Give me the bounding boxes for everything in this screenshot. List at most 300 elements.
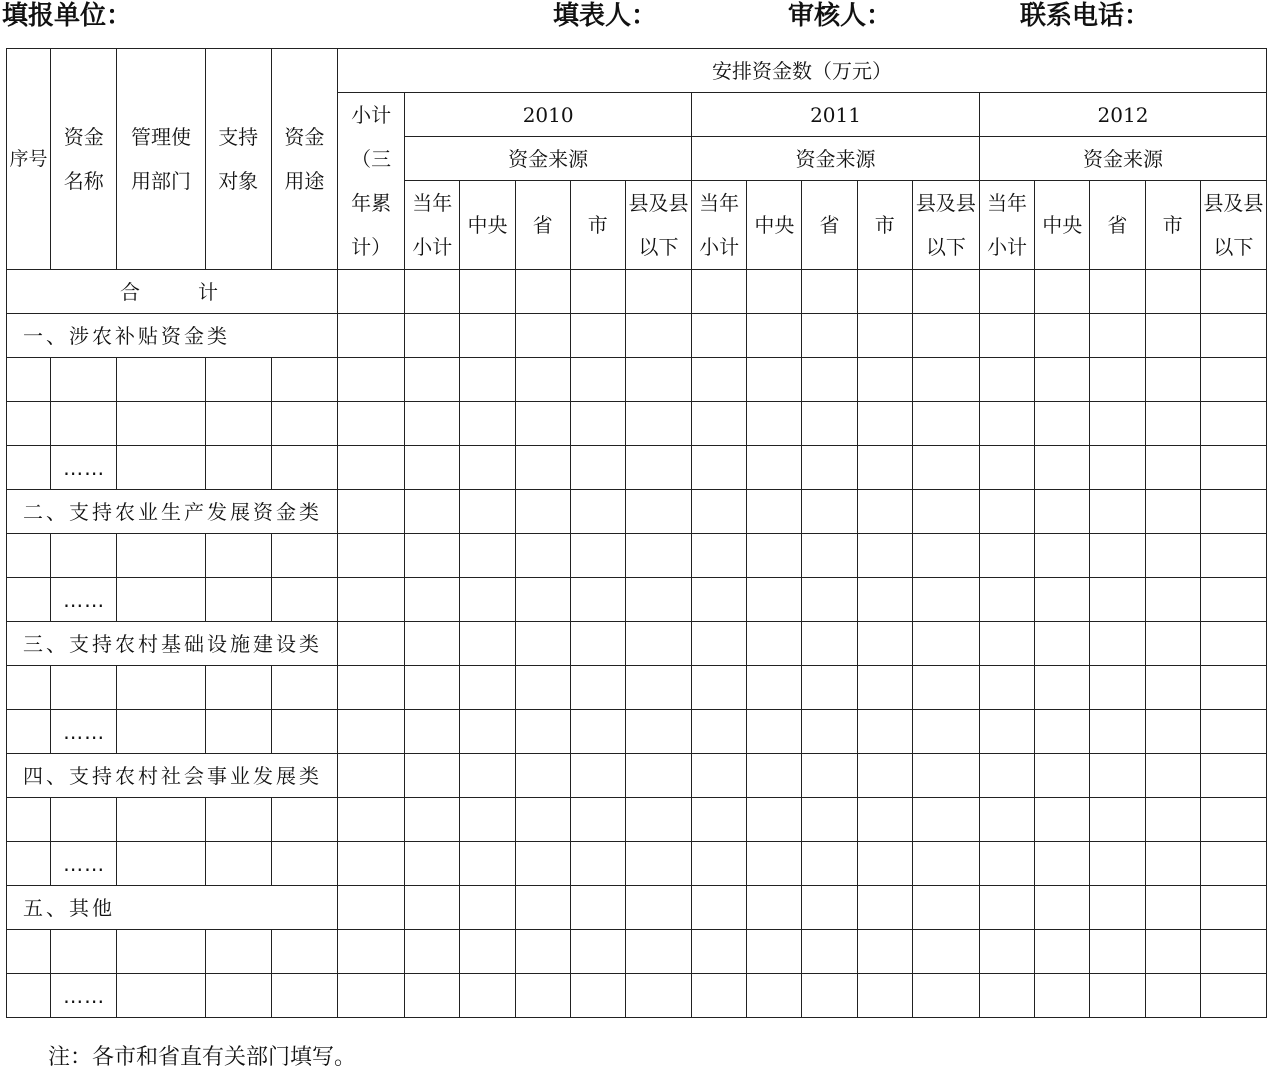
amount-cell[interactable]: [979, 446, 1034, 490]
amount-cell[interactable]: [338, 314, 405, 358]
amount-cell[interactable]: [1200, 930, 1266, 974]
entry-cell[interactable]: [205, 446, 271, 490]
amount-cell[interactable]: [625, 314, 691, 358]
amount-cell[interactable]: [747, 314, 802, 358]
entry-cell[interactable]: [271, 358, 337, 402]
amount-cell[interactable]: [912, 754, 979, 798]
amount-cell[interactable]: [515, 886, 570, 930]
amount-cell[interactable]: [1145, 490, 1200, 534]
amount-cell[interactable]: [912, 358, 979, 402]
amount-cell[interactable]: [1145, 798, 1200, 842]
amount-cell[interactable]: [570, 798, 625, 842]
amount-cell[interactable]: [625, 534, 691, 578]
amount-cell[interactable]: [1090, 270, 1145, 314]
amount-cell[interactable]: [460, 578, 515, 622]
amount-cell[interactable]: [405, 446, 460, 490]
amount-cell[interactable]: [912, 402, 979, 446]
amount-cell[interactable]: [979, 358, 1034, 402]
amount-cell[interactable]: [338, 974, 405, 1018]
amount-cell[interactable]: [912, 666, 979, 710]
amount-cell[interactable]: [1090, 974, 1145, 1018]
entry-cell[interactable]: [117, 358, 205, 402]
amount-cell[interactable]: [515, 314, 570, 358]
amount-cell[interactable]: [979, 930, 1034, 974]
amount-cell[interactable]: [747, 842, 802, 886]
amount-cell[interactable]: [405, 402, 460, 446]
entry-cell[interactable]: [205, 666, 271, 710]
amount-cell[interactable]: [692, 490, 747, 534]
amount-cell[interactable]: [515, 358, 570, 402]
amount-cell[interactable]: [1035, 842, 1090, 886]
amount-cell[interactable]: [1035, 710, 1090, 754]
amount-cell[interactable]: [570, 270, 625, 314]
amount-cell[interactable]: [1200, 798, 1266, 842]
amount-cell[interactable]: [338, 490, 405, 534]
amount-cell[interactable]: [802, 798, 857, 842]
amount-cell[interactable]: [1090, 798, 1145, 842]
amount-cell[interactable]: [1090, 622, 1145, 666]
amount-cell[interactable]: [802, 754, 857, 798]
amount-cell[interactable]: [625, 446, 691, 490]
amount-cell[interactable]: [979, 666, 1034, 710]
amount-cell[interactable]: [1200, 842, 1266, 886]
amount-cell[interactable]: [570, 314, 625, 358]
amount-cell[interactable]: [912, 930, 979, 974]
amount-cell[interactable]: [1035, 358, 1090, 402]
amount-cell[interactable]: [1200, 402, 1266, 446]
amount-cell[interactable]: [625, 798, 691, 842]
entry-cell[interactable]: [51, 358, 117, 402]
amount-cell[interactable]: [338, 842, 405, 886]
amount-cell[interactable]: [515, 534, 570, 578]
amount-cell[interactable]: [1090, 886, 1145, 930]
amount-cell[interactable]: [1145, 886, 1200, 930]
amount-cell[interactable]: [692, 930, 747, 974]
amount-cell[interactable]: [692, 270, 747, 314]
amount-cell[interactable]: [570, 666, 625, 710]
amount-cell[interactable]: [515, 974, 570, 1018]
amount-cell[interactable]: [912, 886, 979, 930]
amount-cell[interactable]: [338, 578, 405, 622]
amount-cell[interactable]: [747, 930, 802, 974]
amount-cell[interactable]: [802, 886, 857, 930]
amount-cell[interactable]: [515, 798, 570, 842]
amount-cell[interactable]: [460, 358, 515, 402]
amount-cell[interactable]: [912, 446, 979, 490]
amount-cell[interactable]: [692, 578, 747, 622]
amount-cell[interactable]: [625, 886, 691, 930]
amount-cell[interactable]: [338, 534, 405, 578]
entry-cell[interactable]: [7, 534, 51, 578]
entry-cell[interactable]: [7, 798, 51, 842]
amount-cell[interactable]: [912, 490, 979, 534]
amount-cell[interactable]: [460, 842, 515, 886]
amount-cell[interactable]: [802, 842, 857, 886]
amount-cell[interactable]: [857, 666, 912, 710]
entry-cell[interactable]: [7, 842, 51, 886]
entry-cell[interactable]: [7, 358, 51, 402]
amount-cell[interactable]: [625, 270, 691, 314]
amount-cell[interactable]: [1200, 666, 1266, 710]
entry-cell[interactable]: [205, 710, 271, 754]
amount-cell[interactable]: [1090, 314, 1145, 358]
entry-cell[interactable]: [271, 842, 337, 886]
entry-cell[interactable]: [51, 930, 117, 974]
amount-cell[interactable]: [747, 974, 802, 1018]
amount-cell[interactable]: [1090, 534, 1145, 578]
amount-cell[interactable]: [747, 710, 802, 754]
amount-cell[interactable]: [747, 490, 802, 534]
amount-cell[interactable]: [747, 578, 802, 622]
amount-cell[interactable]: [747, 666, 802, 710]
entry-cell[interactable]: [117, 402, 205, 446]
amount-cell[interactable]: [802, 446, 857, 490]
amount-cell[interactable]: [460, 270, 515, 314]
amount-cell[interactable]: [405, 842, 460, 886]
amount-cell[interactable]: [747, 402, 802, 446]
amount-cell[interactable]: [802, 402, 857, 446]
amount-cell[interactable]: [979, 710, 1034, 754]
amount-cell[interactable]: [802, 930, 857, 974]
entry-cell[interactable]: [7, 710, 51, 754]
amount-cell[interactable]: [1145, 402, 1200, 446]
amount-cell[interactable]: [692, 842, 747, 886]
amount-cell[interactable]: [912, 974, 979, 1018]
amount-cell[interactable]: [515, 270, 570, 314]
amount-cell[interactable]: [912, 534, 979, 578]
entry-cell[interactable]: [117, 930, 205, 974]
amount-cell[interactable]: [857, 578, 912, 622]
amount-cell[interactable]: [692, 974, 747, 1018]
entry-cell[interactable]: [117, 534, 205, 578]
amount-cell[interactable]: [692, 446, 747, 490]
amount-cell[interactable]: [1200, 754, 1266, 798]
amount-cell[interactable]: [460, 930, 515, 974]
amount-cell[interactable]: [1145, 622, 1200, 666]
amount-cell[interactable]: [515, 710, 570, 754]
amount-cell[interactable]: [625, 754, 691, 798]
amount-cell[interactable]: [857, 930, 912, 974]
amount-cell[interactable]: [460, 314, 515, 358]
amount-cell[interactable]: [1090, 358, 1145, 402]
amount-cell[interactable]: [1035, 798, 1090, 842]
amount-cell[interactable]: [1090, 666, 1145, 710]
entry-cell[interactable]: [117, 798, 205, 842]
amount-cell[interactable]: [857, 270, 912, 314]
amount-cell[interactable]: [912, 622, 979, 666]
amount-cell[interactable]: [1090, 402, 1145, 446]
entry-cell[interactable]: [271, 798, 337, 842]
amount-cell[interactable]: [1200, 270, 1266, 314]
amount-cell[interactable]: [1090, 842, 1145, 886]
amount-cell[interactable]: [802, 314, 857, 358]
amount-cell[interactable]: [625, 358, 691, 402]
entry-cell[interactable]: [51, 402, 117, 446]
amount-cell[interactable]: [460, 974, 515, 1018]
amount-cell[interactable]: [570, 402, 625, 446]
amount-cell[interactable]: [460, 490, 515, 534]
amount-cell[interactable]: [338, 446, 405, 490]
amount-cell[interactable]: [405, 358, 460, 402]
amount-cell[interactable]: [912, 578, 979, 622]
amount-cell[interactable]: [338, 930, 405, 974]
amount-cell[interactable]: [625, 974, 691, 1018]
amount-cell[interactable]: [515, 446, 570, 490]
entry-cell[interactable]: [7, 666, 51, 710]
amount-cell[interactable]: [570, 490, 625, 534]
amount-cell[interactable]: [747, 622, 802, 666]
amount-cell[interactable]: [857, 754, 912, 798]
amount-cell[interactable]: [625, 930, 691, 974]
amount-cell[interactable]: [570, 842, 625, 886]
amount-cell[interactable]: [405, 534, 460, 578]
amount-cell[interactable]: [625, 666, 691, 710]
entry-cell[interactable]: [117, 974, 205, 1018]
amount-cell[interactable]: [1090, 710, 1145, 754]
amount-cell[interactable]: [802, 666, 857, 710]
amount-cell[interactable]: [338, 710, 405, 754]
amount-cell[interactable]: [912, 270, 979, 314]
amount-cell[interactable]: [979, 886, 1034, 930]
amount-cell[interactable]: [1145, 930, 1200, 974]
entry-cell[interactable]: [205, 402, 271, 446]
amount-cell[interactable]: [1035, 578, 1090, 622]
entry-cell[interactable]: [51, 534, 117, 578]
amount-cell[interactable]: [802, 490, 857, 534]
amount-cell[interactable]: [857, 798, 912, 842]
amount-cell[interactable]: [515, 930, 570, 974]
amount-cell[interactable]: [1200, 886, 1266, 930]
amount-cell[interactable]: [405, 974, 460, 1018]
amount-cell[interactable]: [979, 798, 1034, 842]
entry-cell[interactable]: [205, 842, 271, 886]
entry-cell[interactable]: [271, 534, 337, 578]
amount-cell[interactable]: [1200, 578, 1266, 622]
amount-cell[interactable]: [405, 886, 460, 930]
amount-cell[interactable]: [1200, 446, 1266, 490]
amount-cell[interactable]: [692, 534, 747, 578]
amount-cell[interactable]: [747, 886, 802, 930]
entry-cell[interactable]: [117, 710, 205, 754]
amount-cell[interactable]: [802, 534, 857, 578]
amount-cell[interactable]: [460, 534, 515, 578]
amount-cell[interactable]: [692, 402, 747, 446]
amount-cell[interactable]: [802, 358, 857, 402]
amount-cell[interactable]: [1145, 974, 1200, 1018]
amount-cell[interactable]: [692, 710, 747, 754]
amount-cell[interactable]: [692, 754, 747, 798]
amount-cell[interactable]: [979, 270, 1034, 314]
amount-cell[interactable]: [1090, 578, 1145, 622]
amount-cell[interactable]: [802, 974, 857, 1018]
amount-cell[interactable]: [802, 578, 857, 622]
amount-cell[interactable]: [515, 622, 570, 666]
amount-cell[interactable]: [692, 666, 747, 710]
amount-cell[interactable]: [1145, 666, 1200, 710]
amount-cell[interactable]: [979, 490, 1034, 534]
amount-cell[interactable]: [570, 578, 625, 622]
entry-cell[interactable]: [271, 446, 337, 490]
amount-cell[interactable]: [1145, 842, 1200, 886]
amount-cell[interactable]: [1035, 446, 1090, 490]
amount-cell[interactable]: [1145, 358, 1200, 402]
amount-cell[interactable]: [1035, 622, 1090, 666]
amount-cell[interactable]: [460, 886, 515, 930]
amount-cell[interactable]: [625, 622, 691, 666]
amount-cell[interactable]: [979, 754, 1034, 798]
entry-cell[interactable]: [205, 974, 271, 1018]
amount-cell[interactable]: [515, 402, 570, 446]
amount-cell[interactable]: [979, 314, 1034, 358]
amount-cell[interactable]: [570, 754, 625, 798]
amount-cell[interactable]: [857, 446, 912, 490]
amount-cell[interactable]: [1035, 314, 1090, 358]
amount-cell[interactable]: [1145, 534, 1200, 578]
entry-cell[interactable]: [205, 358, 271, 402]
amount-cell[interactable]: [1035, 754, 1090, 798]
amount-cell[interactable]: [979, 578, 1034, 622]
amount-cell[interactable]: [1035, 490, 1090, 534]
amount-cell[interactable]: [1035, 534, 1090, 578]
amount-cell[interactable]: [1200, 534, 1266, 578]
amount-cell[interactable]: [338, 666, 405, 710]
amount-cell[interactable]: [338, 754, 405, 798]
amount-cell[interactable]: [857, 710, 912, 754]
amount-cell[interactable]: [515, 842, 570, 886]
entry-cell[interactable]: [205, 578, 271, 622]
entry-cell[interactable]: [117, 578, 205, 622]
amount-cell[interactable]: [338, 402, 405, 446]
amount-cell[interactable]: [405, 798, 460, 842]
amount-cell[interactable]: [912, 314, 979, 358]
entry-cell[interactable]: [117, 842, 205, 886]
amount-cell[interactable]: [912, 798, 979, 842]
amount-cell[interactable]: [692, 358, 747, 402]
amount-cell[interactable]: [515, 754, 570, 798]
amount-cell[interactable]: [979, 974, 1034, 1018]
amount-cell[interactable]: [692, 886, 747, 930]
amount-cell[interactable]: [460, 710, 515, 754]
amount-cell[interactable]: [405, 622, 460, 666]
amount-cell[interactable]: [1200, 710, 1266, 754]
amount-cell[interactable]: [405, 930, 460, 974]
entry-cell[interactable]: [205, 534, 271, 578]
entry-cell[interactable]: [271, 578, 337, 622]
amount-cell[interactable]: [857, 490, 912, 534]
amount-cell[interactable]: [338, 358, 405, 402]
entry-cell[interactable]: [271, 974, 337, 1018]
amount-cell[interactable]: [1200, 314, 1266, 358]
amount-cell[interactable]: [625, 710, 691, 754]
amount-cell[interactable]: [802, 710, 857, 754]
amount-cell[interactable]: [625, 842, 691, 886]
entry-cell[interactable]: [271, 710, 337, 754]
amount-cell[interactable]: [460, 622, 515, 666]
amount-cell[interactable]: [1035, 270, 1090, 314]
amount-cell[interactable]: [405, 490, 460, 534]
entry-cell[interactable]: [271, 666, 337, 710]
amount-cell[interactable]: [570, 886, 625, 930]
amount-cell[interactable]: [515, 666, 570, 710]
amount-cell[interactable]: [747, 270, 802, 314]
entry-cell[interactable]: [7, 578, 51, 622]
amount-cell[interactable]: [747, 754, 802, 798]
amount-cell[interactable]: [979, 842, 1034, 886]
amount-cell[interactable]: [1145, 578, 1200, 622]
amount-cell[interactable]: [1200, 622, 1266, 666]
amount-cell[interactable]: [625, 578, 691, 622]
amount-cell[interactable]: [1090, 930, 1145, 974]
entry-cell[interactable]: [7, 446, 51, 490]
amount-cell[interactable]: [857, 402, 912, 446]
amount-cell[interactable]: [857, 358, 912, 402]
amount-cell[interactable]: [747, 534, 802, 578]
amount-cell[interactable]: [1145, 314, 1200, 358]
amount-cell[interactable]: [857, 886, 912, 930]
amount-cell[interactable]: [857, 974, 912, 1018]
amount-cell[interactable]: [570, 710, 625, 754]
entry-cell[interactable]: [7, 930, 51, 974]
amount-cell[interactable]: [460, 754, 515, 798]
amount-cell[interactable]: [1035, 886, 1090, 930]
amount-cell[interactable]: [747, 358, 802, 402]
amount-cell[interactable]: [338, 270, 405, 314]
amount-cell[interactable]: [802, 270, 857, 314]
amount-cell[interactable]: [1200, 490, 1266, 534]
amount-cell[interactable]: [405, 270, 460, 314]
entry-cell[interactable]: [205, 798, 271, 842]
amount-cell[interactable]: [570, 358, 625, 402]
amount-cell[interactable]: [979, 402, 1034, 446]
amount-cell[interactable]: [405, 710, 460, 754]
amount-cell[interactable]: [1035, 666, 1090, 710]
amount-cell[interactable]: [460, 798, 515, 842]
amount-cell[interactable]: [1200, 358, 1266, 402]
amount-cell[interactable]: [857, 314, 912, 358]
amount-cell[interactable]: [338, 622, 405, 666]
entry-cell[interactable]: [271, 930, 337, 974]
amount-cell[interactable]: [979, 534, 1034, 578]
entry-cell[interactable]: [271, 402, 337, 446]
amount-cell[interactable]: [857, 622, 912, 666]
amount-cell[interactable]: [1145, 446, 1200, 490]
entry-cell[interactable]: [117, 446, 205, 490]
amount-cell[interactable]: [1200, 974, 1266, 1018]
amount-cell[interactable]: [747, 446, 802, 490]
amount-cell[interactable]: [570, 446, 625, 490]
amount-cell[interactable]: [857, 842, 912, 886]
amount-cell[interactable]: [405, 314, 460, 358]
entry-cell[interactable]: [7, 402, 51, 446]
amount-cell[interactable]: [570, 974, 625, 1018]
amount-cell[interactable]: [338, 886, 405, 930]
amount-cell[interactable]: [692, 314, 747, 358]
amount-cell[interactable]: [405, 754, 460, 798]
amount-cell[interactable]: [460, 666, 515, 710]
entry-cell[interactable]: [7, 974, 51, 1018]
amount-cell[interactable]: [692, 798, 747, 842]
amount-cell[interactable]: [460, 446, 515, 490]
entry-cell[interactable]: [51, 666, 117, 710]
amount-cell[interactable]: [1090, 446, 1145, 490]
amount-cell[interactable]: [1090, 754, 1145, 798]
amount-cell[interactable]: [747, 798, 802, 842]
amount-cell[interactable]: [405, 666, 460, 710]
amount-cell[interactable]: [570, 534, 625, 578]
amount-cell[interactable]: [912, 842, 979, 886]
amount-cell[interactable]: [802, 622, 857, 666]
amount-cell[interactable]: [857, 534, 912, 578]
